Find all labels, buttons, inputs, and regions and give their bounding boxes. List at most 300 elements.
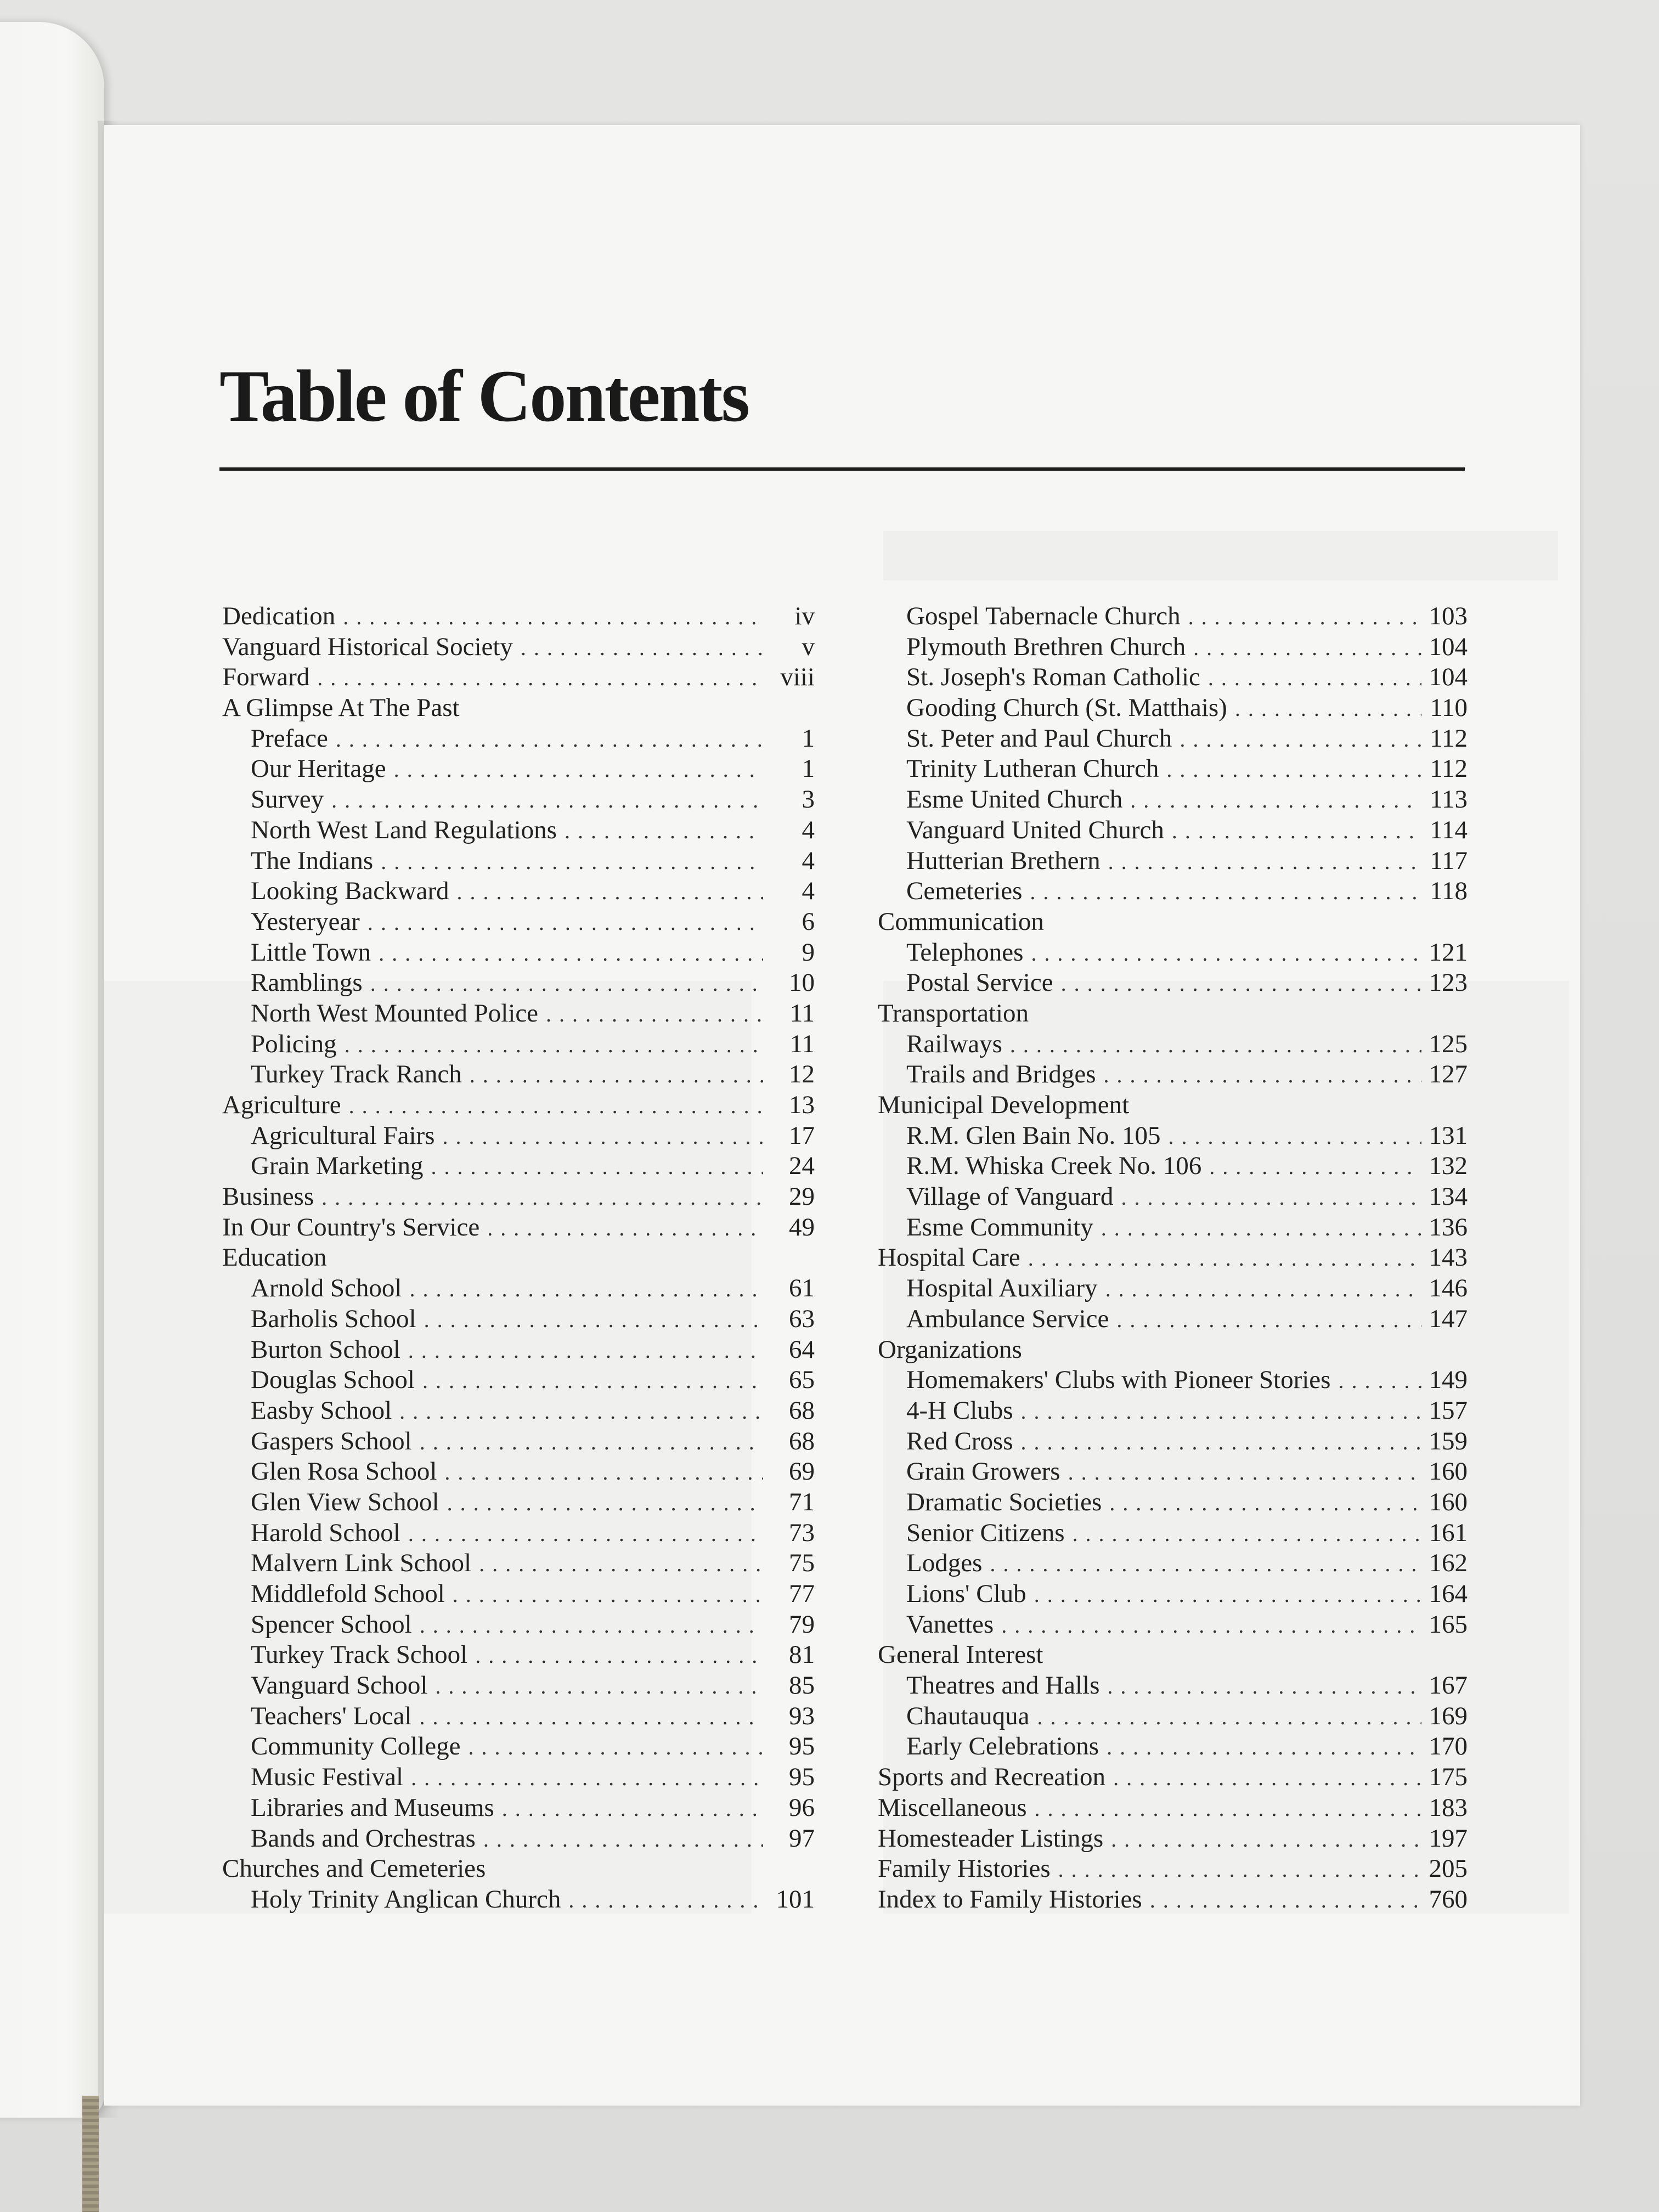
- toc-entry: [222, 998, 815, 1029]
- toc-entry: [222, 1426, 815, 1457]
- toc-entry-title: Glen Rosa School: [251, 1457, 437, 1486]
- toc-entry-page-number: 97: [789, 1824, 815, 1853]
- dot-leader: [424, 1307, 763, 1333]
- toc-entry-title: Looking Backward: [251, 877, 449, 906]
- toc-entry-page-number: 170: [1429, 1732, 1468, 1761]
- toc-entry: [222, 1059, 815, 1090]
- dot-leader: [1109, 1490, 1421, 1516]
- dot-leader: [1028, 1245, 1421, 1271]
- toc-entry: [222, 938, 815, 968]
- toc-entry: [878, 1059, 1468, 1090]
- dot-leader: [1101, 1215, 1421, 1241]
- toc-entry-page-number: 112: [1430, 724, 1468, 753]
- toc-entry-title: Esme United Church: [906, 785, 1123, 814]
- toc-entry-page-number: 11: [789, 1029, 815, 1058]
- toc-entry: [222, 1701, 815, 1732]
- toc-entry-title: Early Celebrations: [906, 1732, 1099, 1761]
- dot-leader: [1037, 1704, 1421, 1730]
- toc-entry-title: Malvern Link School: [251, 1549, 472, 1578]
- toc-entry-title: Organizations: [878, 1335, 1022, 1364]
- toc-entry: [878, 1335, 1468, 1365]
- toc-entry: [222, 785, 815, 815]
- toc-entry: [222, 1243, 815, 1273]
- toc-entry: [222, 632, 815, 663]
- toc-entry-title: Family Histories: [878, 1854, 1051, 1883]
- toc-entry-page-number: 175: [1429, 1763, 1468, 1792]
- toc-entry-title: Dramatic Societies: [906, 1487, 1102, 1516]
- dot-leader: [1208, 665, 1421, 691]
- toc-entry-title: Arnold School: [251, 1274, 402, 1303]
- toc-entry-title: Barholis School: [251, 1304, 416, 1333]
- dot-leader: [1188, 604, 1421, 630]
- toc-entry: [878, 1090, 1468, 1121]
- dot-leader: [394, 757, 763, 782]
- toc-entry-title: Agriculture: [222, 1091, 341, 1119]
- toc-entry-title: Holy Trinity Anglican Church: [251, 1884, 561, 1914]
- toc-entry: [222, 1182, 815, 1212]
- toc-entry: [878, 1029, 1468, 1060]
- toc-entry-title: Little Town: [251, 938, 371, 967]
- dot-leader: [470, 1062, 763, 1088]
- toc-entry: [878, 1304, 1468, 1335]
- toc-entry-page-number: 149: [1429, 1365, 1468, 1395]
- toc-entry: [222, 1457, 815, 1487]
- toc-entry-page-number: 81: [789, 1640, 815, 1669]
- toc-entry-page-number: 13: [789, 1091, 815, 1119]
- toc-entry: [222, 662, 815, 693]
- toc-entry-title: St. Joseph's Roman Catholic: [906, 663, 1200, 692]
- toc-entry: [878, 1518, 1468, 1549]
- toc-entry-title: Libraries and Museums: [251, 1793, 494, 1822]
- toc-entry: [878, 876, 1468, 907]
- dot-leader: [345, 1032, 763, 1058]
- toc-entry-page-number: 132: [1429, 1152, 1468, 1181]
- toc-entry-page-number: 169: [1429, 1701, 1468, 1730]
- toc-entry-page-number: 136: [1429, 1212, 1468, 1242]
- toc-entry: [878, 1396, 1468, 1426]
- toc-entry-title: Cemeteries: [906, 877, 1023, 906]
- toc-entry-title: Our Heritage: [251, 754, 386, 783]
- toc-entry-title: Gooding Church (St. Matthais): [906, 693, 1227, 723]
- toc-entry: [878, 662, 1468, 693]
- dot-leader: [1030, 879, 1421, 905]
- toc-entry-page-number: 165: [1429, 1610, 1468, 1639]
- toc-entry-title: North West Mounted Police: [251, 998, 539, 1028]
- toc-entry: [222, 1884, 815, 1915]
- toc-entry-title: Forward: [222, 663, 310, 692]
- dot-leader: [420, 1704, 763, 1730]
- dot-leader: [368, 910, 763, 935]
- toc-entry: [222, 1212, 815, 1243]
- toc-entry-page-number: 147: [1429, 1304, 1468, 1333]
- toc-entry-page-number: 49: [789, 1212, 815, 1242]
- toc-entry-page-number: 6: [802, 907, 815, 936]
- toc-entry-title: Homesteader Listings: [878, 1824, 1104, 1853]
- toc-entry: [222, 968, 815, 998]
- dot-leader: [1130, 787, 1421, 813]
- toc-entry: [222, 1365, 815, 1396]
- toc-entry-page-number: 160: [1429, 1487, 1468, 1516]
- toc-entry-title: Sports and Recreation: [878, 1763, 1106, 1792]
- toc-entry-title: Miscellaneous: [878, 1793, 1027, 1822]
- toc-entry: [222, 907, 815, 938]
- toc-entry: [878, 1610, 1468, 1640]
- toc-entry: [878, 998, 1468, 1029]
- toc-entry-page-number: 12: [789, 1060, 815, 1089]
- toc-entry: [222, 1640, 815, 1671]
- toc-entry-page-number: 10: [789, 968, 815, 997]
- toc-entry: [878, 1121, 1468, 1152]
- dot-leader: [1058, 1857, 1421, 1882]
- dot-leader: [1168, 1124, 1421, 1149]
- toc-entry: [878, 1640, 1468, 1671]
- dot-leader: [317, 665, 763, 691]
- dot-leader: [1193, 635, 1421, 661]
- dot-leader: [1073, 1521, 1421, 1547]
- dot-leader: [1010, 1032, 1421, 1058]
- toc-entry: [878, 1793, 1468, 1824]
- toc-entry-title: Turkey Track School: [251, 1640, 468, 1669]
- dot-leader: [1116, 1307, 1421, 1333]
- dot-leader: [399, 1398, 763, 1424]
- dot-leader: [1172, 818, 1421, 844]
- toc-entry-page-number: 79: [789, 1610, 815, 1639]
- toc-entry-title: Vanguard Historical Society: [222, 632, 513, 661]
- dot-leader: [1001, 1612, 1421, 1638]
- dot-leader: [1034, 1582, 1421, 1607]
- toc-entry-page-number: 113: [1430, 785, 1468, 814]
- dot-leader: [409, 1276, 763, 1302]
- toc-entry-page-number: 11: [789, 998, 815, 1028]
- toc-entry-title: R.M. Whiska Creek No. 106: [906, 1152, 1202, 1181]
- toc-entry-page-number: 65: [789, 1365, 815, 1395]
- toc-entry: [222, 693, 815, 724]
- toc-entry-title: Lions' Club: [906, 1579, 1026, 1608]
- dot-leader: [420, 1612, 763, 1638]
- toc-entry-title: Grain Growers: [906, 1457, 1060, 1486]
- toc-entry-title: Survey: [251, 785, 324, 814]
- dot-leader: [1121, 1184, 1421, 1210]
- toc-entry-page-number: 127: [1429, 1060, 1468, 1089]
- toc-entry: [222, 1151, 815, 1182]
- toc-entry-title: Spencer School: [251, 1610, 412, 1639]
- toc-entry-title: Esme Community: [906, 1212, 1093, 1242]
- toc-entry-title: Plymouth Brethren Church: [906, 632, 1186, 661]
- toc-entry: [222, 1793, 815, 1824]
- toc-entry-title: Preface: [251, 724, 328, 753]
- toc-entry-page-number: 1: [802, 754, 815, 783]
- toc-entry-title: Communication: [878, 907, 1044, 936]
- toc-entry-page-number: 95: [789, 1763, 815, 1792]
- dot-leader: [422, 1368, 763, 1393]
- toc-entry-page-number: 77: [789, 1579, 815, 1608]
- dot-leader: [379, 940, 763, 966]
- toc-entry-title: Vanguard United Church: [906, 815, 1164, 844]
- toc-entry: [222, 1548, 815, 1579]
- toc-entry: [878, 815, 1468, 846]
- toc-entry: [878, 1548, 1468, 1579]
- dot-leader: [408, 1338, 763, 1363]
- toc-entry-page-number: 68: [789, 1396, 815, 1425]
- toc-entry: [878, 1457, 1468, 1487]
- toc-entry-title: Railways: [906, 1029, 1002, 1058]
- dot-leader: [483, 1826, 763, 1852]
- toc-entry-page-number: 125: [1429, 1029, 1468, 1058]
- dot-leader: [336, 726, 763, 752]
- toc-entry-page-number: 4: [802, 815, 815, 844]
- dot-leader: [568, 1887, 763, 1913]
- toc-entry-title: Hospital Care: [878, 1243, 1020, 1272]
- toc-right-column: [878, 601, 1468, 1915]
- toc-entry-page-number: 143: [1429, 1243, 1468, 1272]
- dot-leader: [1150, 1887, 1421, 1913]
- dot-leader: [1113, 1765, 1421, 1791]
- toc-entry: [878, 754, 1468, 785]
- toc-entry: [878, 1854, 1468, 1884]
- dot-leader: [546, 1001, 763, 1027]
- toc-entry: [222, 754, 815, 785]
- toc-entry-page-number: 1: [802, 724, 815, 753]
- toc-entry: [222, 1610, 815, 1640]
- toc-entry: [222, 1824, 815, 1854]
- toc-entry: [878, 1212, 1468, 1243]
- dot-leader: [411, 1765, 763, 1791]
- toc-entry-page-number: 69: [789, 1457, 815, 1486]
- toc-entry-page-number: 104: [1429, 632, 1468, 661]
- dot-leader: [408, 1521, 763, 1547]
- toc-entry-title: Grain Marketing: [251, 1152, 424, 1181]
- toc-entry: [222, 1029, 815, 1060]
- toc-entry: [878, 938, 1468, 968]
- toc-entry-page-number: 164: [1429, 1579, 1468, 1608]
- toc-entry: [878, 1243, 1468, 1273]
- toc-entry: [878, 785, 1468, 815]
- toc-entry-title: Village of Vanguard: [906, 1182, 1114, 1211]
- toc-entry-title: R.M. Glen Bain No. 105: [906, 1121, 1161, 1150]
- dot-leader: [431, 1154, 763, 1180]
- toc-entry-title: Business: [222, 1182, 314, 1211]
- toc-entry-title: A Glimpse At The Past: [222, 693, 460, 723]
- toc-entry: [878, 907, 1468, 938]
- book-binding: [82, 2096, 99, 2212]
- toc-entry: [222, 1854, 815, 1884]
- toc-entry-page-number: 95: [789, 1732, 815, 1761]
- toc-entry-page-number: 160: [1429, 1457, 1468, 1486]
- toc-entry-title: In Our Country's Service: [222, 1212, 480, 1242]
- toc-entry-page-number: 103: [1429, 602, 1468, 630]
- toc-entry: [878, 1487, 1468, 1518]
- toc-entry-page-number: 73: [789, 1518, 815, 1547]
- dot-leader: [521, 635, 763, 661]
- toc-entry-title: Ambulance Service: [906, 1304, 1109, 1333]
- dot-leader: [475, 1643, 763, 1668]
- dot-leader: [469, 1734, 763, 1760]
- toc-entry-title: Postal Service: [906, 968, 1053, 997]
- toc-entry-page-number: 167: [1429, 1671, 1468, 1700]
- dot-leader: [1068, 1459, 1421, 1485]
- bleed-through-shading: [883, 531, 1558, 580]
- toc-entry: [878, 601, 1468, 632]
- toc-entry-title: Churches and Cemeteries: [222, 1854, 486, 1883]
- toc-entry-title: Glen View School: [251, 1487, 439, 1516]
- toc-entry: [222, 876, 815, 907]
- toc-entry-title: Dedication: [222, 602, 336, 630]
- toc-entry-title: Burton School: [251, 1335, 400, 1364]
- toc-entry-page-number: iv: [794, 602, 815, 630]
- dot-leader: [453, 1582, 763, 1607]
- toc-entry-page-number: 183: [1429, 1793, 1468, 1822]
- toc-entry-title: Douglas School: [251, 1365, 415, 1395]
- toc-entry-title: Homemakers' Clubs with Pioneer Stories: [906, 1365, 1331, 1395]
- toc-entry: [878, 1824, 1468, 1854]
- toc-entry-page-number: 112: [1430, 754, 1468, 783]
- toc-entry: [222, 1487, 815, 1518]
- toc-entry-title: Red Cross: [906, 1426, 1013, 1455]
- toc-entry: [222, 1671, 815, 1701]
- toc-entry-title: The Indians: [251, 846, 374, 875]
- toc-entry-title: St. Peter and Paul Church: [906, 724, 1172, 753]
- title-rule: [219, 467, 1465, 471]
- toc-entry: [222, 1579, 815, 1610]
- toc-entry-page-number: 3: [802, 785, 815, 814]
- toc-entry-page-number: 123: [1429, 968, 1468, 997]
- toc-entry-page-number: 197: [1429, 1824, 1468, 1853]
- toc-entry: [878, 632, 1468, 663]
- toc-entry-title: Music Festival: [251, 1763, 404, 1792]
- toc-entry-title: Chautauqua: [906, 1701, 1030, 1730]
- dot-leader: [565, 818, 763, 844]
- toc-entry: [878, 1273, 1468, 1304]
- toc-entry-page-number: 157: [1429, 1396, 1468, 1425]
- toc-entry-page-number: 68: [789, 1426, 815, 1455]
- toc-entry: [878, 1762, 1468, 1793]
- toc-entry-title: North West Land Regulations: [251, 815, 557, 844]
- toc-entry-page-number: 159: [1429, 1426, 1468, 1455]
- dot-leader: [1107, 1734, 1421, 1760]
- toc-entry: [878, 968, 1468, 998]
- toc-entry-page-number: 760: [1429, 1884, 1468, 1914]
- toc-entry-page-number: 162: [1429, 1549, 1468, 1578]
- toc-entry-page-number: 118: [1430, 877, 1468, 906]
- toc-entry-page-number: 71: [789, 1487, 815, 1516]
- toc-entry: [222, 1396, 815, 1426]
- dot-leader: [1166, 757, 1421, 782]
- dot-leader: [420, 1429, 763, 1455]
- toc-entry-title: Education: [222, 1243, 327, 1272]
- toc-entry: [878, 1579, 1468, 1610]
- dot-leader: [349, 1093, 763, 1119]
- dot-leader: [1031, 940, 1421, 966]
- toc-entry-page-number: 114: [1430, 815, 1468, 844]
- dot-leader: [1338, 1368, 1421, 1393]
- dot-leader: [370, 970, 763, 996]
- dot-leader: [990, 1551, 1421, 1577]
- toc-entry: [878, 846, 1468, 877]
- toc-entry-page-number: 117: [1430, 846, 1468, 875]
- dot-leader: [343, 604, 763, 630]
- dot-leader: [487, 1215, 763, 1241]
- toc-entry-title: Agricultural Fairs: [251, 1121, 435, 1150]
- toc-entry-page-number: 17: [789, 1121, 815, 1150]
- dot-leader: [1035, 1796, 1421, 1821]
- dot-leader: [321, 1184, 763, 1210]
- toc-entry: [878, 724, 1468, 754]
- toc-entry-page-number: 110: [1430, 693, 1468, 723]
- toc-entry: [222, 724, 815, 754]
- toc-entry-title: Municipal Development: [878, 1091, 1130, 1119]
- dot-leader: [1104, 1062, 1421, 1088]
- dot-leader: [1235, 696, 1421, 721]
- toc-entry-page-number: 24: [789, 1152, 815, 1181]
- toc-entry-title: Vanettes: [906, 1610, 994, 1639]
- toc-entry-page-number: 29: [789, 1182, 815, 1211]
- toc-entry-title: Hospital Auxiliary: [906, 1274, 1098, 1303]
- toc-entry: [222, 1304, 815, 1335]
- toc-entry-title: Trails and Bridges: [906, 1060, 1096, 1089]
- toc-entry-page-number: 161: [1429, 1518, 1468, 1547]
- toc-entry-title: Easby School: [251, 1396, 392, 1425]
- toc-entry-title: Teachers' Local: [251, 1701, 412, 1730]
- toc-entry-title: Vanguard School: [251, 1671, 428, 1700]
- dot-leader: [457, 879, 763, 905]
- toc-entry: [222, 815, 815, 846]
- toc-entry: [222, 1335, 815, 1365]
- dot-leader: [502, 1796, 763, 1821]
- toc-entry-page-number: 121: [1429, 938, 1468, 967]
- dot-leader: [1111, 1826, 1421, 1852]
- toc-entry: [222, 601, 815, 632]
- toc-entry-title: General Interest: [878, 1640, 1043, 1669]
- toc-entry-title: Transportation: [878, 998, 1029, 1028]
- toc-entry-page-number: 146: [1429, 1274, 1468, 1303]
- toc-entry-page-number: 9: [802, 938, 815, 967]
- toc-entry-title: Senior Citizens: [906, 1518, 1065, 1547]
- dot-leader: [1021, 1429, 1421, 1455]
- toc-entry-page-number: 4: [802, 846, 815, 875]
- toc-entry-page-number: 4: [802, 877, 815, 906]
- toc-entry-page-number: 101: [776, 1884, 815, 1914]
- dot-leader: [381, 849, 763, 874]
- toc-entry: [222, 1731, 815, 1762]
- toc-left-column: [222, 601, 815, 1915]
- toc-entry: [878, 1671, 1468, 1701]
- toc-entry-title: Telephones: [906, 938, 1024, 967]
- toc-entry: [878, 1884, 1468, 1915]
- dot-leader: [1108, 849, 1421, 874]
- dot-leader: [331, 787, 763, 813]
- toc-entry-title: 4-H Clubs: [906, 1396, 1013, 1425]
- toc-entry-title: Gaspers School: [251, 1426, 412, 1455]
- dot-leader: [447, 1490, 763, 1516]
- toc-entry-title: Harold School: [251, 1518, 400, 1547]
- toc-entry-title: Index to Family Histories: [878, 1884, 1142, 1914]
- toc-entry-title: Yesteryear: [251, 907, 360, 936]
- dot-leader: [435, 1673, 763, 1699]
- dot-leader: [1061, 970, 1421, 996]
- dot-leader: [444, 1459, 763, 1485]
- toc-entry-title: Community College: [251, 1732, 461, 1761]
- toc-entry-title: Turkey Track Ranch: [251, 1060, 462, 1089]
- toc-entry: [222, 1090, 815, 1121]
- toc-entry: [222, 1121, 815, 1152]
- toc-entry-title: Bands and Orchestras: [251, 1824, 476, 1853]
- dot-leader: [1209, 1154, 1421, 1180]
- toc-entry-page-number: 93: [789, 1701, 815, 1730]
- previous-page-edge: [0, 22, 104, 2118]
- toc-entry: [878, 1151, 1468, 1182]
- toc-entry: [878, 1701, 1468, 1732]
- toc-entry-page-number: 63: [789, 1304, 815, 1333]
